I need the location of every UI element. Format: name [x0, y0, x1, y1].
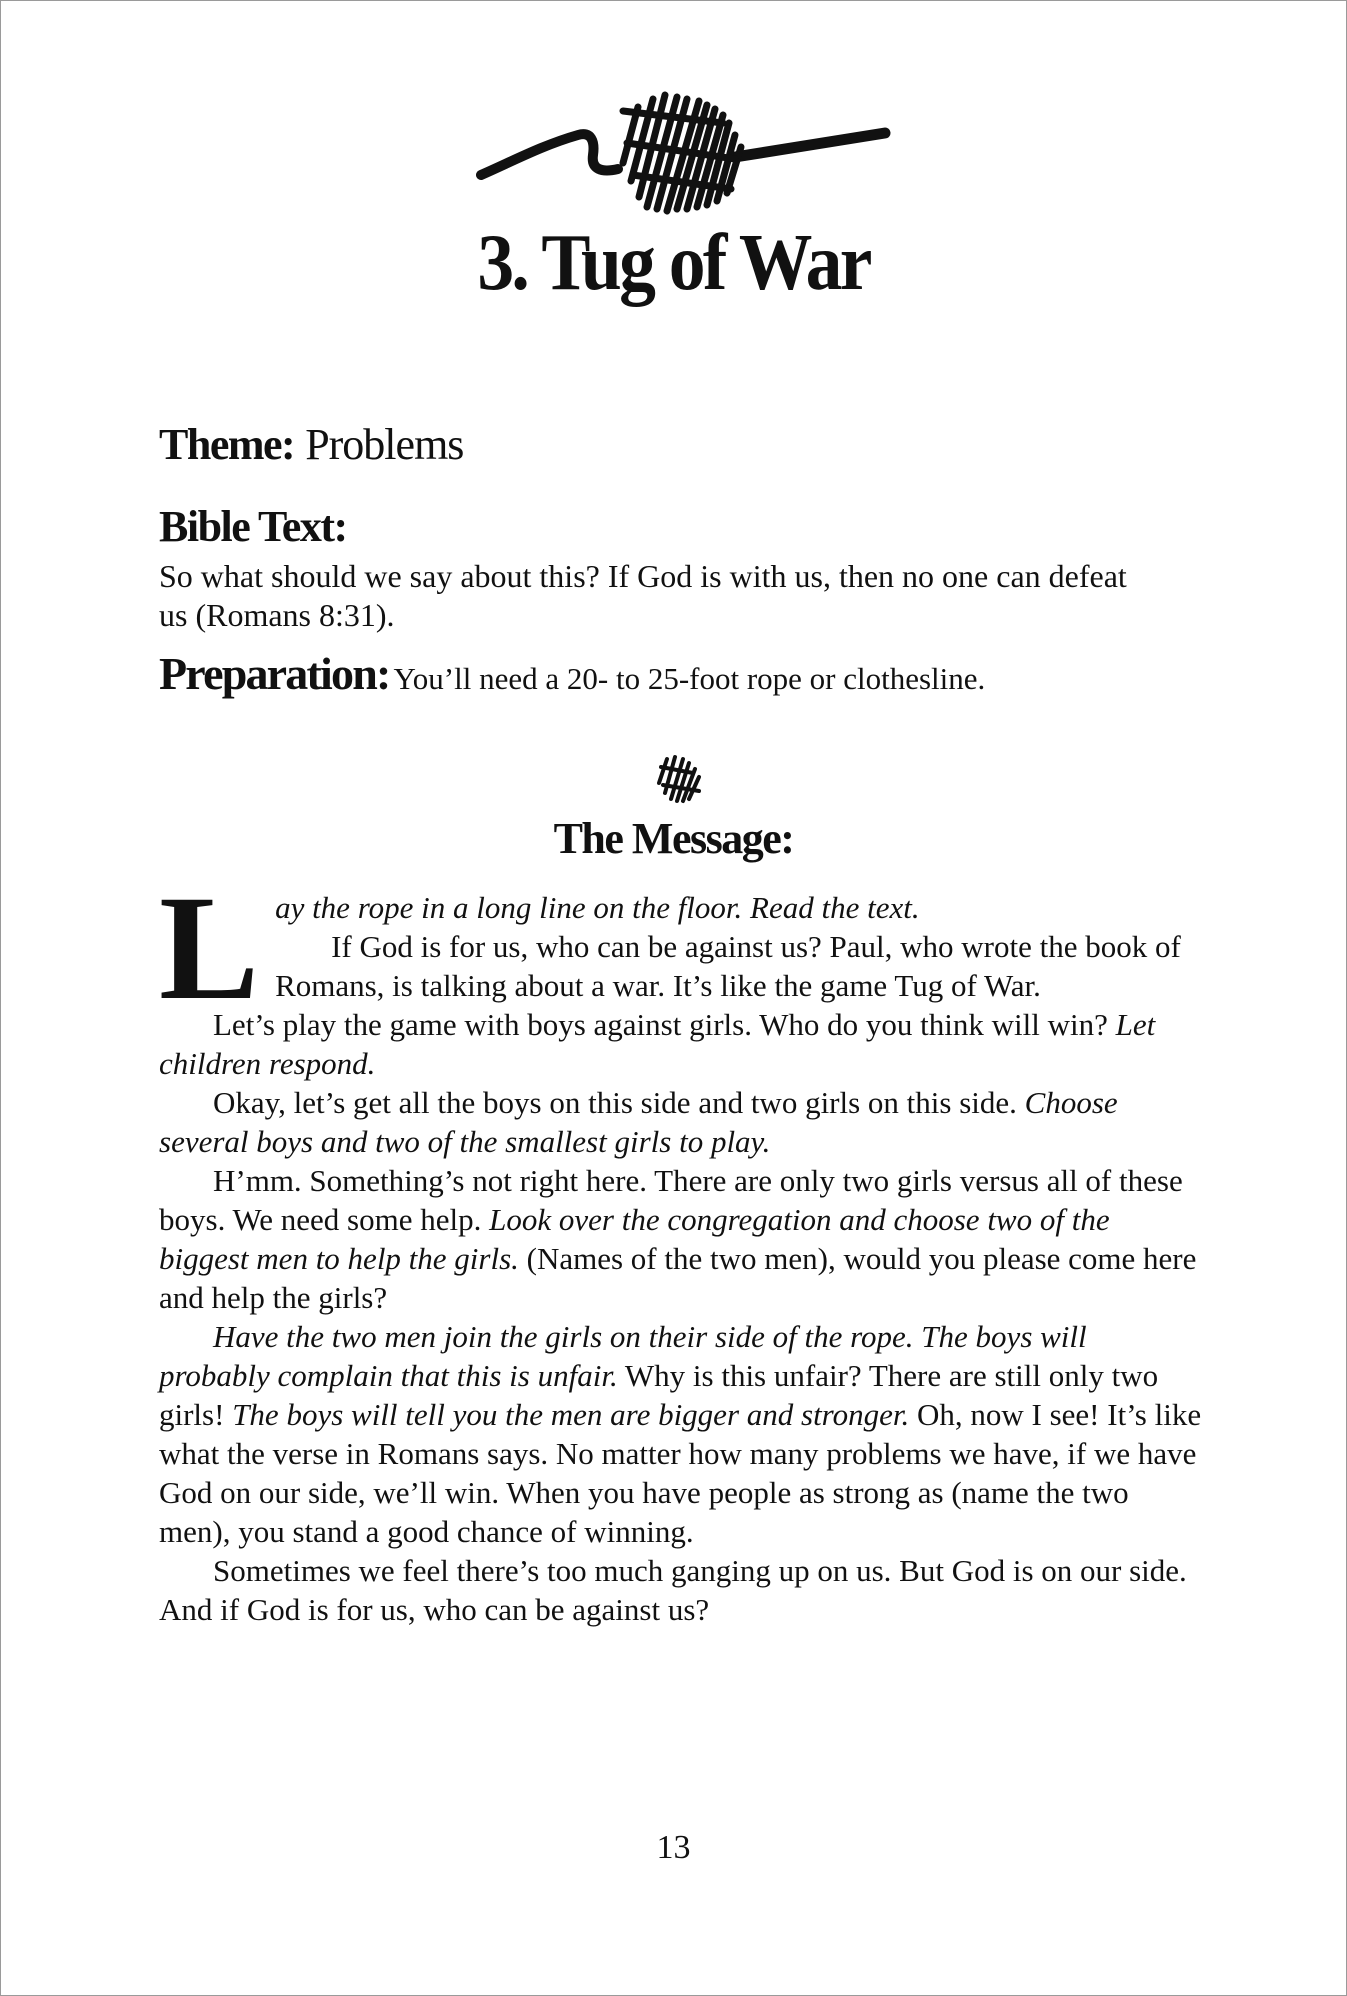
message-body [159, 865, 1205, 1629]
preparation-line [159, 648, 1205, 699]
stage-direction: Let children respond. [159, 1007, 1156, 1081]
bible-text-label: Bible Text: [159, 502, 347, 551]
theme-value: Problems [305, 420, 464, 469]
message-paragraph [159, 1083, 1205, 1161]
paragraph-text [275, 929, 331, 964]
paragraph-text: Oh, now I see! It’s like what the verse in Romans says. No matter how many problems we have, if we have God on our side, we’ll win. When you have people as strong as (name the two men), you stand a good chance of winning. [159, 1397, 1202, 1549]
message-paragraph [159, 1005, 1205, 1083]
preparation-label: Preparation: [159, 648, 390, 699]
stage-direction: Choose several boys and two of the smallest girls to play. [159, 1085, 1118, 1159]
message-paragraph [159, 1551, 1205, 1629]
paragraph-text: If God is for us, who can be against us? Paul, who wrote the book of Romans, is talking about a war. It’s like the game Tug of War. [275, 929, 1181, 1003]
stage-direction: The boys will tell you the men are bigger and stronger. [232, 1397, 910, 1432]
drop-cap: L [159, 865, 260, 1031]
paragraph-text: Why is this unfair? There are still only two girls! [159, 1358, 1159, 1432]
stage-direction: ay the rope in a long line on the floor. Read the text. [275, 890, 920, 925]
paragraph-text: Let’s play the game with boys against girls. Who do you think will win? [213, 1007, 1116, 1042]
theme-line [159, 420, 1205, 469]
paragraph-text: Okay, let’s get all the boys on this side and two girls on this side. [213, 1085, 1025, 1120]
stage-direction: Look over the congregation and choose two of the biggest men to help the girls. [159, 1202, 1110, 1276]
stage-direction: Have the two men join the girls on their side of the rope. The boys will probably complain that this is unfair. [159, 1319, 1087, 1393]
rope-scribble-icon [473, 89, 893, 217]
message-title: The Message: [553, 814, 794, 863]
chapter-title: 3. Tug of War [477, 219, 870, 307]
paragraph-text: H’mm. Something’s not right here. There are only two girls versus all of these boys. We need some help. [159, 1163, 1183, 1237]
theme-label: Theme: [159, 420, 295, 469]
paragraph-text: Sometimes we feel there’s too much ganging up on us. But God is on our side. And if God is for us, who can be against us? [159, 1553, 1187, 1627]
bible-text: So what should we say about this? If God is with us, then no one can defeat us (Romans 8:31). [159, 558, 1127, 633]
page-number: 13 [656, 1829, 691, 1866]
message-paragraph [159, 1161, 1205, 1317]
paragraph-text: (Names of the two men), would you please come here and help the girls? [159, 1241, 1197, 1315]
message-paragraph [159, 1317, 1205, 1551]
preparation-value: You’ll need a 20- to 25-foot rope or clothesline. [393, 661, 986, 696]
scribble-divider-icon [653, 753, 705, 805]
